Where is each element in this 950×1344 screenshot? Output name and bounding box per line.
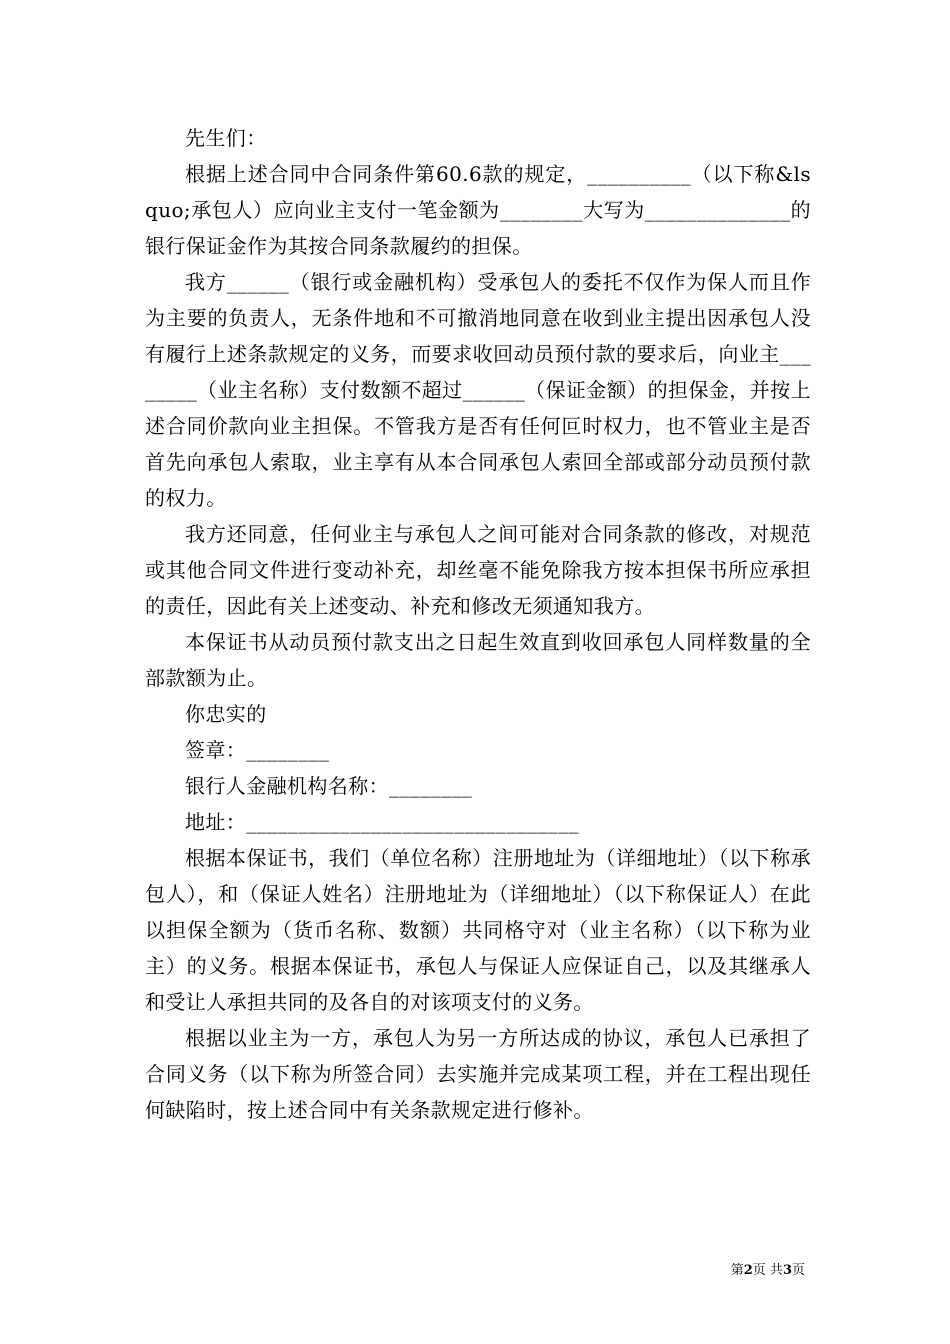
document-body <box>145 120 811 1128</box>
paragraph-validity: 本保证书从动员预付款支出之日起生效直到收回承包人同样数量的全部款额为止。 <box>145 630 811 690</box>
salutation: 先生们： <box>185 126 267 150</box>
signature-line: 签章：________ <box>185 738 330 762</box>
footer-suffix: 页 <box>791 1263 805 1278</box>
paragraph-agreement: 根据以业主为一方，承包人为另一方所达成的协议，承包人已承担了合同义务（以下称为所签合同）去实施并完成某项工程，并在工程出现任何缺陷时，按上述合同中有关条款规定进行修补。 <box>145 1026 811 1122</box>
paragraph-contract-modification: 我方还同意，任何业主与承包人之间可能对合同条款的修改，对规范或其他合同文件进行变动补充，却丝毫不能免除我方按本担保书所应承担的责任，因此有关上述变动、补充和修改无须通知我方。 <box>145 522 811 618</box>
paragraph-bond-parties: 根据本保证书，我们（单位名称）注册地址为（详细地址）（以下称承包人），和（保证人姓名）注册地址为（详细地址）（以下称保证人）在此以担保全额为（货币名称、数额）共同格守对（业主名称）（以下称为业主）的义务。根据本保证书，承包人与保证人应保证自己，以及其继承人和受让人承担共同的及各自的对该项支付的义务。 <box>145 846 811 1014</box>
address-line: 地址：________________________________ <box>185 810 579 834</box>
page-number-footer <box>731 1262 805 1280</box>
footer-current-page: 2 <box>743 1263 753 1278</box>
footer-total-pages: 3 <box>782 1263 792 1278</box>
closing-line: 你忠实的 <box>185 702 267 726</box>
institution-name-line: 银行人金融机构名称：________ <box>185 774 473 798</box>
footer-middle: 页 共 <box>752 1263 783 1278</box>
paragraph-bank-commitment: 我方______（银行或金融机构）受承包人的委托不仅作为保人而且作为主要的负责人，无条件地和不可撤消地同意在收到业主提出因承包人没有履行上述条款规定的义务，而要求收回动员预付款的要求后，向业主________（业主名称）支付数额不超过______（保证金额）的担保金，并按上述合同价款向业主担保。不管我方是否有任何叵时权力，也不管业主是否首先向承包人索取，业主享有从本合同承包人索回全部或部分动员预付款的权力。 <box>145 270 811 510</box>
footer-prefix: 第 <box>730 1263 744 1278</box>
paragraph-guarantee-amount: 根据上述合同中合同条件第60.6款的规定，__________（以下称&lsquo;承包人）应向业主支付一笔金额为________大写为______________的银行保证金作为其按合同条款履约的担保。 <box>145 162 811 258</box>
